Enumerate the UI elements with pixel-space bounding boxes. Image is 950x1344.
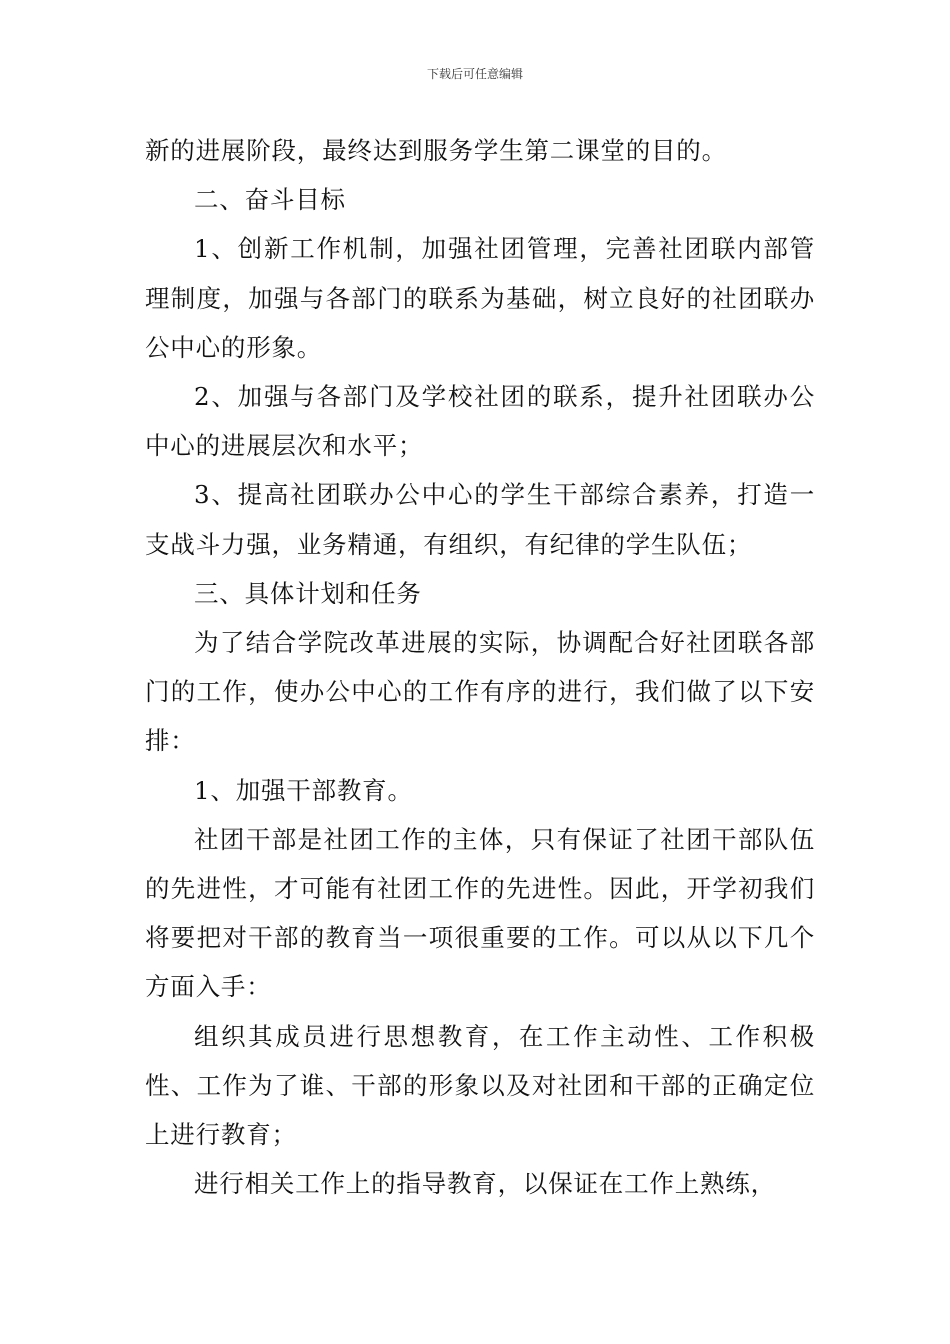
header-note: 下载后可任意编辑 [426, 67, 523, 81]
paragraph: 组织其成员进行思想教育，在工作主动性、工作积极性、工作为了谁、干部的形象以及对社团和干部的正确定位上进行教育； [145, 1021, 815, 1150]
paragraph: 2、加强与各部门及学校社团的联系，提升社团联办公中心的进展层次和水平； [145, 382, 815, 461]
subheading: 1、加强干部教育。 [194, 775, 413, 805]
document-body [145, 126, 815, 1208]
paragraph: 1、创新工作机制，加强社团管理，完善社团联内部管理制度，加强与各部门的联系为基础，树立良好的社团联办公中心的形象。 [145, 234, 815, 362]
paragraph: 3、提高社团联办公中心的学生干部综合素养，打造一支战斗力强，业务精通，有组织，有纪律的学生队伍； [145, 480, 815, 559]
paragraph: 新的进展阶段，最终达到服务学生第二课堂的目的。 [145, 136, 727, 165]
paragraph: 社团干部是社团工作的主体，只有保证了社团干部队伍的先进性，才可能有社团工作的先进性。因此，开学初我们将要把对干部的教育当一项很重要的工作。可以从以下几个方面入手： [145, 824, 815, 1002]
paragraph: 进行相关工作上的指导教育，以保证在工作上熟练， [194, 1169, 776, 1199]
section-heading: 二、奋斗目标 [194, 185, 346, 215]
section-heading: 三、具体计划和任务 [194, 578, 422, 608]
paragraph: 为了结合学院改革进展的实际，协调配合好社团联各部门的工作，使办公中心的工作有序的进行，我们做了以下安排： [145, 628, 815, 756]
